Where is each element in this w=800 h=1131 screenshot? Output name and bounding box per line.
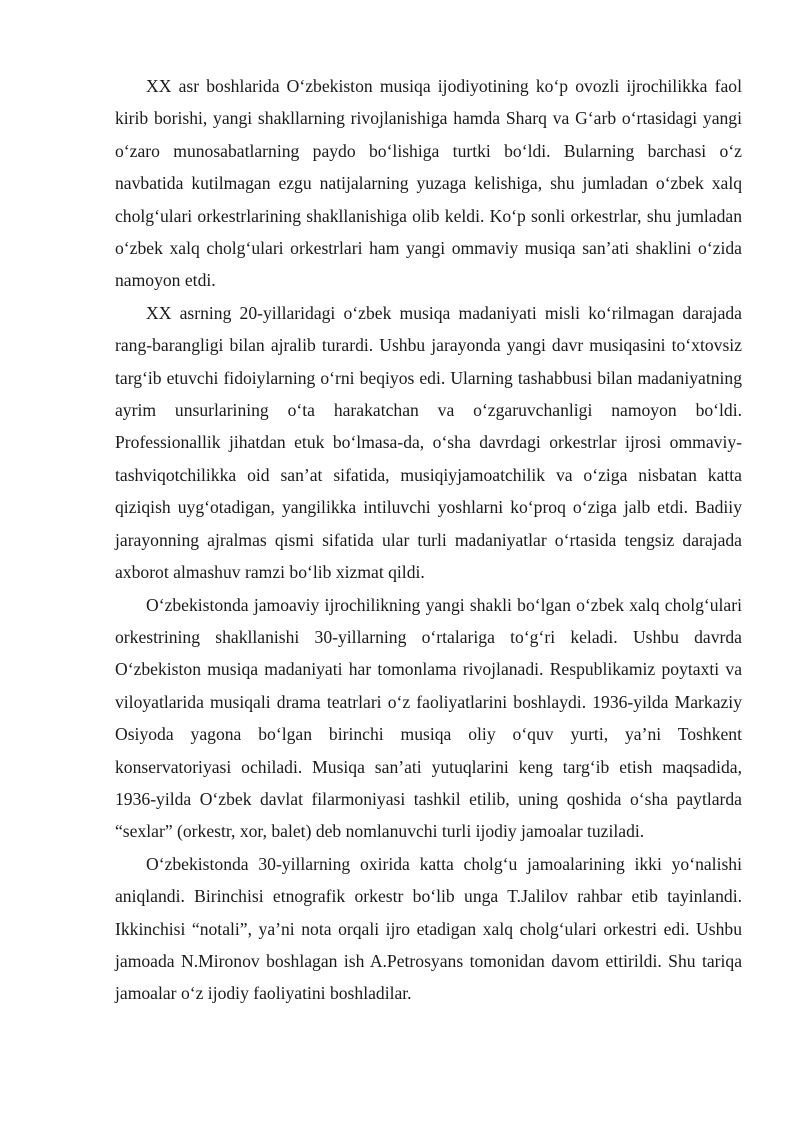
- paragraph-4: O‘zbekistonda 30-yillarning oxirida katta cholg‘u jamoalarining ikki yo‘nalishi aniqlandi. Birinchisi etnografik orkestr bo‘lib unga T.Jalilov rahbar etib tayinlandi. Ikkinchisi “notali”, ya’ni nota orqali ijro etadigan xalq cholg‘ulari orkestri edi. Ushbu jamoada N.Mironov boshlagan ish A.Petrosyans tomonidan davom ettirildi. Shu tariqa jamoalar o‘z ijodiy faoliyatini boshladilar.: [115, 853, 742, 1004]
- paragraph-1: XX asr boshlarida O‘zbekiston musiqa ijodiyotining ko‘p ovozli ijrochilikka faol kirib borishi, yangi shakllarning rivojlanishiga hamda Sharq va G‘arb o‘rtasidagi yangi o‘zaro munosabatlarning paydo bo‘lishiga turtki bo‘ldi. Bularning barchasi o‘z navbatida kutilmagan ezgu natijalarning yuzaga kelishiga, shu jumladan o‘zbek xalq cholg‘ulari orkestrlarining shakllanishiga olib keldi. Ko‘p sonli orkestrlar, shu jumladan o‘zbek xalq cholg‘ulari orkestrlari ham yangi ommaviy musiqa san’ati shaklini o‘zida namoyon etdi.: [115, 76, 742, 291]
- paragraph-3: O‘zbekistonda jamoaviy ijrochilikning yangi shakli bo‘lgan o‘zbek xalq cholg‘ulari orkestrining shakllanishi 30-yillarning o‘rtalariga to‘g‘ri keladi. Ushbu davrda O‘zbekiston musiqa madaniyati har tomonlama rivojlanadi. Respublikamiz poytaxti va viloyatlarida musiqali drama teatrlari o‘z faoliyatlarini boshlaydi. 1936-yilda Markaziy Osiyoda yagona bo‘lgan birinchi musiqa oliy o‘quv yurti, ya’ni Toshkent konservatoriyasi ochiladi. Musiqa san’ati yutuqlarini keng targ‘ib etish maqsadida, 1936-yilda O‘zbek davlat filarmoniyasi tashkil etilib, uning qoshida o‘sha paytlarda “sexlar” (orkestr, xor, balet) deb nomlanuvchi turli ijodiy jamoalar tuziladi.: [115, 594, 742, 842]
- document-page: [115, 70, 742, 1010]
- paragraph-2: XX asrning 20-yillaridagi o‘zbek musiqa madaniyati misli ko‘rilmagan darajada rang-barangligi bilan ajralib turardi. Ushbu jarayonda yangi davr musiqasini to‘xtovsiz targ‘ib etuvchi fidoiylarning o‘rni beqiyos edi. Ularning tashabbusi bilan madaniyatning ayrim unsurlarining o‘ta harakatchan va o‘zgaruvchanligi namoyon bo‘ldi. Professionallik jihatdan etuk bo‘lmasa-da, o‘sha davrdagi orkestrlar ijrosi ommaviy-tashviqotchilikka oid san’at sifatida, musiqiyjamoatchilik va o‘ziga nisbatan katta qiziqish uyg‘otadigan, yangilikka intiluvchi yoshlarni ko‘proq o‘ziga jalb etdi. Badiiy jarayonning ajralmas qismi sifatida ular turli madaniyatlar o‘rtasida tengsiz darajada axborot almashuv ramzi bo‘lib xizmat qildi.: [115, 302, 742, 583]
